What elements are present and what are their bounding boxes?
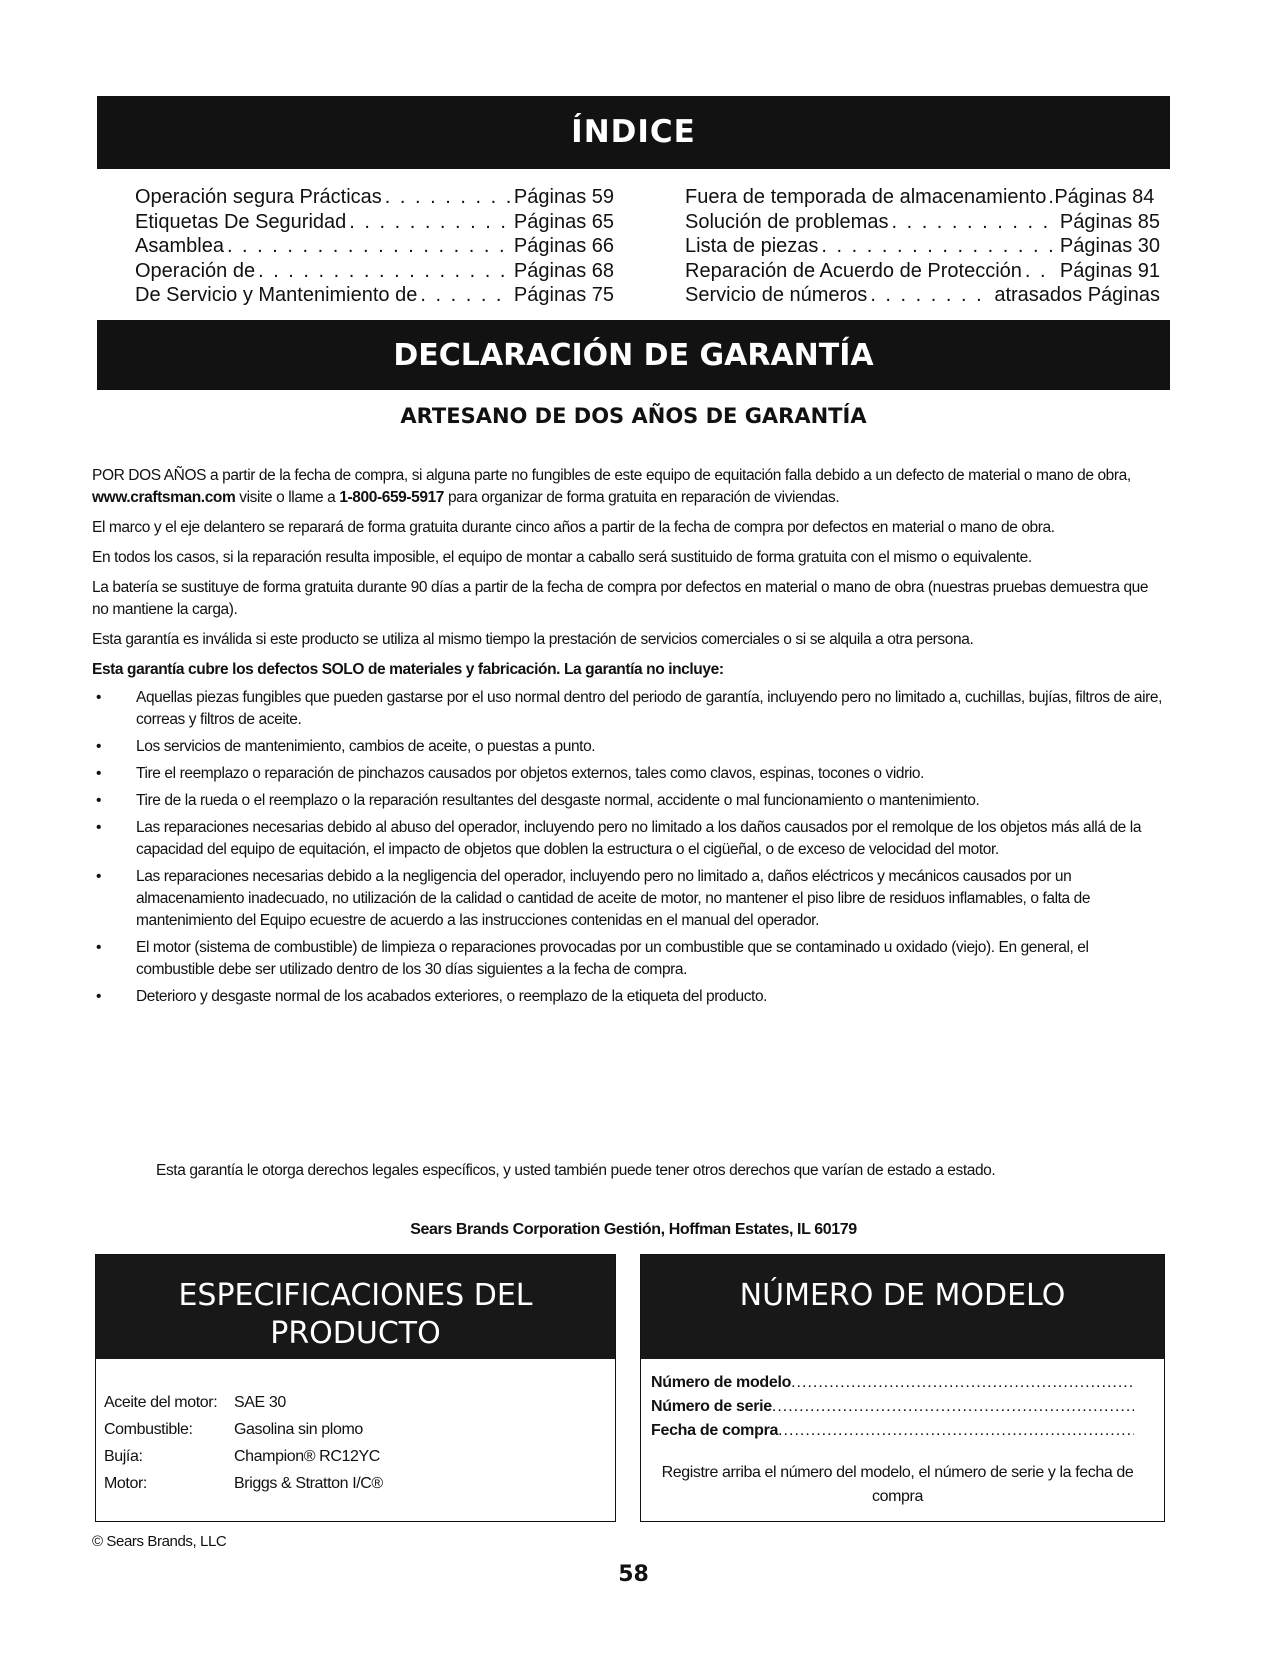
indice-banner [97, 96, 1170, 169]
website-link[interactable]: www.craftsman.com [92, 489, 236, 506]
copyright: © Sears Brands, LLC [92, 1533, 227, 1550]
toc-item[interactable]: Fuera de temporada de almacenamiento . . . Páginas 84 [685, 185, 1160, 210]
specs-box [95, 1254, 616, 1522]
toc-item[interactable]: Operación de . . . Páginas 68 [135, 259, 614, 284]
phone-number[interactable]: 1-800-659-5917 [339, 489, 445, 506]
rights-statement: Esta garantía le otorga derechos legales específicos, y usted también puede tener otros derechos que varían de estado a estado. [156, 1162, 996, 1179]
specs-title-line1: ESPECIFICACIONES DEL [178, 1278, 533, 1313]
list-item: • Los servicios de mantenimiento, cambios de aceite, o puestas a punto. [96, 738, 596, 755]
specs-title-line2: PRODUCTO [270, 1316, 441, 1351]
toc-item[interactable]: Solución de problemas . . . Páginas 85 [685, 210, 1160, 235]
specs-table [96, 1359, 615, 1497]
toc-item[interactable]: De Servicio y Mantenimiento de . . . Páginas 75 [135, 283, 614, 308]
exclusions-list [92, 687, 1164, 1008]
paragraph-bold: Esta garantía cubre los defectos SOLO de materiales y fabricación. La garantía no incluye: [92, 661, 724, 678]
model-note: Registre arriba el número del modelo, el número de serie y la fecha de compra [661, 1464, 1134, 1505]
paragraph: La batería se sustituye de forma gratuita durante 90 días a partir de la fecha de compra por defectos en material o mano de obra (nuestras pruebas demuestra que no mantiene la carga). [92, 579, 1149, 618]
paragraph: Esta garantía es inválida si este producto se utiliza al mismo tiempo la prestación de servicios comerciales o si se alquila a otra persona. [92, 631, 974, 648]
paragraph: POR DOS AÑOS a partir de la fecha de compra, si alguna parte no fungibles de este equipo de equitación falla debido a un defecto de material o mano de obra, www.craftsman.com visite o llame a 1-800-659-5917 para organizar de forma gratuita en reparación de viviendas. [92, 467, 1131, 506]
model-fields [641, 1359, 1164, 1509]
toc-item[interactable]: Lista de piezas . . . Páginas 30 [685, 234, 1160, 259]
list-item: • Las reparaciones necesarias debido a la negligencia del operador, incluyendo pero no limitado a, daños eléctricos y mecánicos causados por un almacenamiento inadecuado, no utilización de la calidad o cantidad de aceite de motor, no mantener el piso libre de residuos inflamables, o falta de mantenimiento del Equipo ecuestre de acuerdo a las instrucciones contenidas en el manual del operador. [96, 868, 1091, 929]
list-item: • Aquellas piezas fungibles que pueden gastarse por el uso normal dentro del periodo de garantía, incluyendo pero no limitado a, cuchillas, bujías, filtros de aire, correas y filtros de aceite. [96, 689, 1163, 728]
paragraph: El marco y el eje delantero se reparará de forma gratuita durante cinco años a partir de la fecha de compra por defectos en material o mano de obra. [92, 519, 1055, 536]
garantia-body [92, 465, 1164, 1013]
model-number-field[interactable]: Número de modelo ..... [651, 1371, 1134, 1395]
serial-number-field[interactable]: Número de serie ..... [651, 1395, 1134, 1419]
indice-title: ÍNDICE [571, 114, 696, 150]
toc-right [685, 185, 1160, 308]
spec-row: Motor: Briggs & Stratton I/C® [104, 1475, 383, 1492]
model-box [640, 1254, 1165, 1522]
list-item: • Tire el reemplazo o reparación de pinchazos causados por objetos externos, tales como clavos, espinas, tocones o vidrio. [96, 765, 925, 782]
corporation-line: Sears Brands Corporation Gestión, Hoffman Estates, IL 60179 [410, 1221, 857, 1238]
list-item: • Las reparaciones necesarias debido al abuso del operador, incluyendo pero no limitado a los daños causados por el remolque de los objetos más allá de la capacidad del equipo de equitación, el impacto de objetos que doblen la estructura o el cigüeñal, o de exceso de velocidad del motor. [96, 819, 1142, 858]
toc-item[interactable]: Etiquetas De Seguridad . . . Páginas 65 [135, 210, 614, 235]
garantia-subtitle: ARTESANO DE DOS AÑOS DE GARANTÍA [400, 404, 867, 428]
purchase-date-field[interactable]: Fecha de compra ..... [651, 1419, 1134, 1443]
model-header [641, 1255, 1164, 1359]
specs-header [96, 1255, 615, 1359]
garantia-title: DECLARACIÓN DE GARANTÍA [393, 338, 874, 373]
list-item: • Tire de la rueda o el reemplazo o la reparación resultantes del desgaste normal, accidente o mal funcionamiento o mantenimiento. [96, 792, 980, 809]
spec-row: Combustible: Gasolina sin plomo [104, 1421, 363, 1438]
toc-item[interactable]: Servicio de números . . . atrasados Páginas [685, 283, 1160, 308]
model-title: NÚMERO DE MODELO [739, 1278, 1066, 1313]
page-number: 58 [618, 1562, 649, 1587]
list-item: • Deterioro y desgaste normal de los acabados exteriores, o reemplazo de la etiqueta del producto. [96, 988, 768, 1005]
spec-row: Aceite del motor: SAE 30 [104, 1394, 286, 1411]
toc-left [135, 185, 614, 308]
toc-item[interactable]: Asamblea . . . Páginas 66 [135, 234, 614, 259]
toc-item[interactable]: Reparación de Acuerdo de Protección . . . Páginas 91 [685, 259, 1160, 284]
paragraph: En todos los casos, si la reparación resulta imposible, el equipo de montar a caballo será sustituido de forma gratuita con el mismo o equivalente. [92, 549, 1032, 566]
list-item: • El motor (sistema de combustible) de limpieza o reparaciones provocadas por un combustible que se contaminado u oxidado (viejo). En general, el combustible debe ser utilizado dentro de los 30 días siguientes a la fecha de compra. [96, 939, 1089, 978]
spec-row: Bujía: Champion® RC12YC [104, 1448, 380, 1465]
toc-item[interactable]: Operación segura Prácticas . . . Páginas 59 [135, 185, 614, 210]
garantia-banner [97, 320, 1170, 390]
